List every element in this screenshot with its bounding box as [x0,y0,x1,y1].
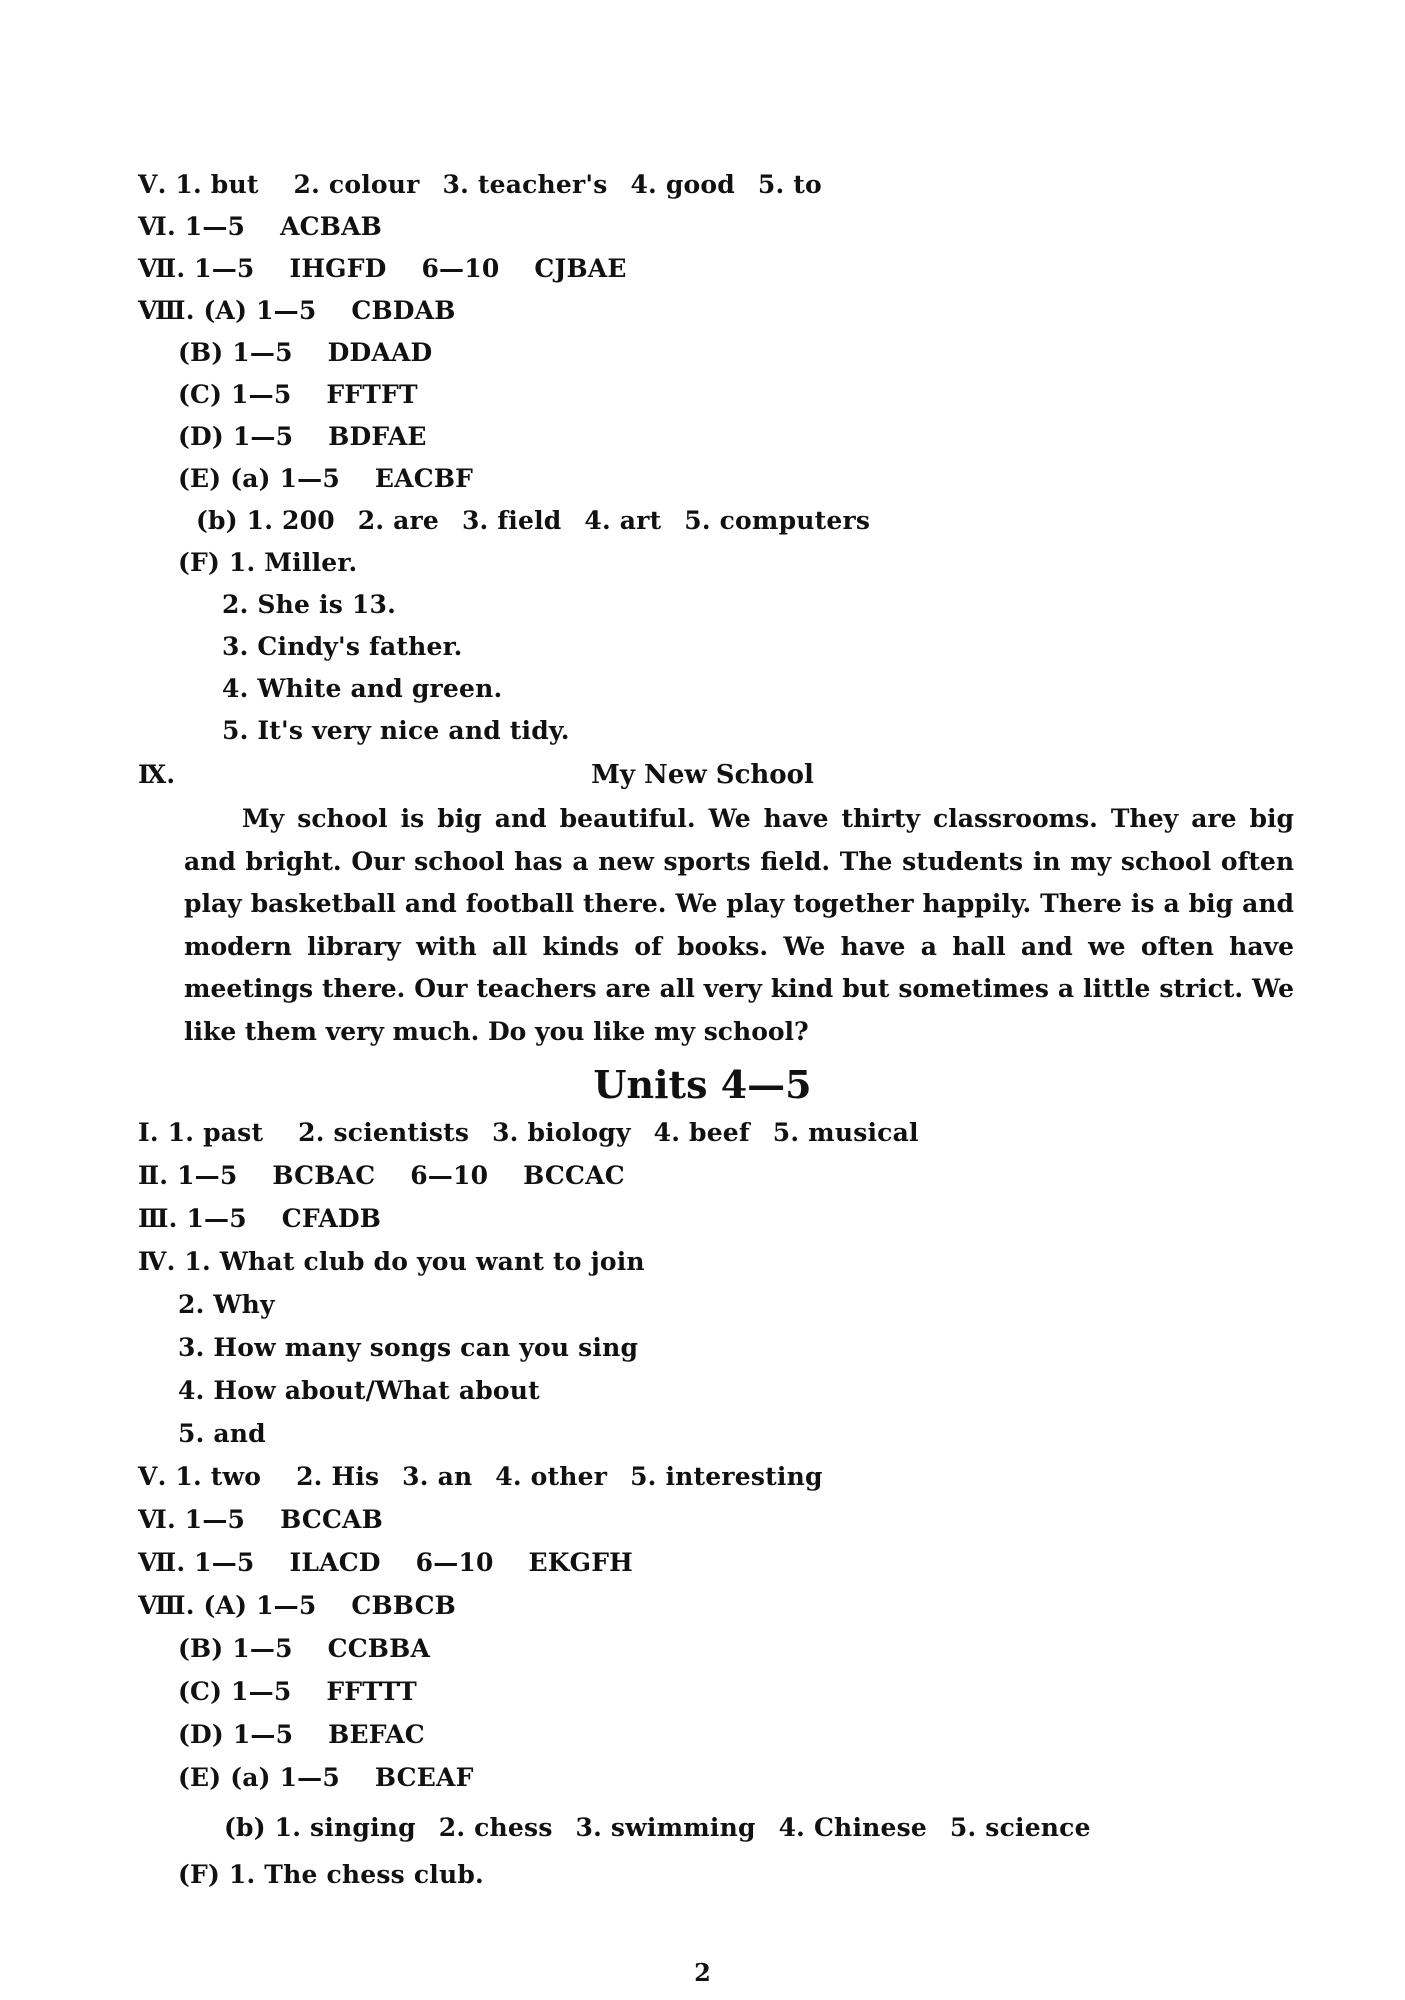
answer-row-viii-e-b [196,506,870,536]
answer-item: 5. interesting [630,1462,823,1491]
answer-row-b-iii [138,1204,381,1234]
answer-item: 4. beef [653,1118,750,1147]
row-number: Ⅲ. 1—5 [138,1204,247,1233]
answer-row-b-iv-1: Ⅳ. 1. What club do you want to join [138,1247,645,1276]
answer-item: 5. musical [772,1118,919,1147]
answer-row-b-viii-e [178,1763,474,1793]
answer-row-b-v [138,1462,823,1492]
answer-row-b-iv-4: 4. How about/What about [178,1376,540,1405]
row-number: Ⅰ. 1. past [138,1118,264,1147]
answer-item: ILACD [289,1548,381,1577]
answer-item: 3. an [402,1462,473,1491]
answer-item: 3. biology [492,1118,631,1147]
answer-row-b-viii-f-1: (F) 1. The chess club. [178,1860,484,1889]
answer-row-b-i [138,1118,919,1148]
answer-row-b-viii-d [178,1720,425,1750]
answer-row-viii-a [138,296,456,326]
answer-row-viii-f-3: 3. Cindy's father. [222,632,463,661]
answer-item: BEFAC [328,1720,425,1749]
row-number: (E) (a) 1—5 [178,1763,340,1792]
answer-row-b-vi [138,1505,383,1535]
answer-item: 2. chess [438,1813,553,1842]
answer-item: 5. science [949,1813,1091,1842]
units-title: Units 4—5 [593,1062,812,1107]
answer-row-b-ii [138,1161,625,1191]
answer-item: 2. are [357,506,440,535]
essay-paragraph: My school is big and beautiful. We have thirty classrooms. They are big and bright. Our school has a new sports field. The students in my school often play basketball and football there. We play together happily. There is a big and modern library with all kinds of books. We have a hall and we often have meetings there. Our teachers are all very kind but sometimes a little strict. We like them very much. Do you like my school? [184,804,1294,1046]
answer-row-b-iv-2: 2. Why [178,1290,275,1319]
answer-item: 4. Chinese [778,1813,927,1842]
answer-row-vii [138,254,627,284]
answer-row-viii-f-1: (F) 1. Miller. [178,548,358,577]
answer-row-b-viii-a [138,1591,456,1621]
row-number: 6—10 [410,1161,489,1190]
row-number: Ⅴ. 1. but [138,170,259,199]
row-number: Ⅵ. 1—5 [138,1505,246,1534]
row-number: (B) 1—5 [178,1634,293,1663]
answer-row-viii-e [178,464,473,494]
answer-row-viii-f-5: 5. It's very nice and tidy. [222,716,570,745]
answer-item: CJBAE [534,254,627,283]
answer-item: IHGFD [289,254,387,283]
answer-item: BCBAC [272,1161,376,1190]
essay-title: My New School [591,760,814,790]
answer-row-b-iv-5: 5. and [178,1419,266,1448]
page-number: 2 [694,1958,711,1987]
row-number: Ⅶ. 1—5 [138,254,255,283]
answer-item: FFTTT [326,1677,417,1706]
row-number: Ⅷ. (A) 1—5 [138,1591,317,1620]
answer-row-ix-number: Ⅸ. [138,760,176,789]
answer-item: 4. other [495,1462,608,1491]
answer-row-viii-f-2: 2. She is 13. [222,590,397,619]
answer-row-v [138,170,822,200]
row-number: (C) 1—5 [178,380,292,409]
answer-row-b-iv-3: 3. How many songs can you sing [178,1333,639,1362]
row-number: (B) 1—5 [178,338,293,367]
answer-item: 3. swimming [575,1813,756,1842]
answer-item: FFTFT [326,380,418,409]
answer-item: 4. good [630,170,735,199]
row-number: 6—10 [415,1548,494,1577]
answer-row-b-viii-e-b [224,1813,1091,1843]
row-number: Ⅵ. 1—5 [138,212,246,241]
row-number: Ⅴ. 1. two [138,1462,262,1491]
row-number: (D) 1—5 [178,1720,294,1749]
answer-row-b-vii [138,1548,633,1578]
answer-item: (b) 1. singing [224,1813,416,1842]
answer-row-vi [138,212,382,242]
answer-item: CFADB [281,1204,382,1233]
answer-item: 3. teacher's [442,170,608,199]
answer-item: BDFAE [328,422,427,451]
answer-item: 2. scientists [298,1118,470,1147]
answer-row-b-viii-b [178,1634,430,1664]
row-number: (D) 1—5 [178,422,294,451]
answer-item: BCEAF [374,1763,474,1792]
answer-item: 2. His [296,1462,380,1491]
row-number: Ⅷ. (A) 1—5 [138,296,317,325]
row-number: Ⅱ. 1—5 [138,1161,238,1190]
row-number: (E) (a) 1—5 [178,464,340,493]
answer-row-viii-b [178,338,432,368]
answer-item: EKGFH [528,1548,634,1577]
answer-item: ACBAB [280,212,383,241]
answer-item: CCBBA [327,1634,431,1663]
answer-item: EACBF [374,464,474,493]
answer-item: 3. field [461,506,562,535]
answer-row-b-viii-c [178,1677,417,1707]
answer-item: 5. computers [684,506,871,535]
answer-item: BCCAB [280,1505,383,1534]
answer-item: DDAAD [327,338,433,367]
answer-item: 5. to [757,170,822,199]
answer-row-viii-c [178,380,418,410]
row-number: Ⅶ. 1—5 [138,1548,255,1577]
answer-row-viii-f-4: 4. White and green. [222,674,503,703]
row-number: (C) 1—5 [178,1677,292,1706]
answer-item: CBBCB [351,1591,457,1620]
answer-row-viii-d [178,422,427,452]
answer-item: 4. art [584,506,662,535]
row-number: 6—10 [421,254,500,283]
answer-item: 2. colour [293,170,420,199]
answer-item: (b) 1. 200 [196,506,335,535]
answer-item: BCCAC [523,1161,625,1190]
answer-item: CBDAB [351,296,456,325]
